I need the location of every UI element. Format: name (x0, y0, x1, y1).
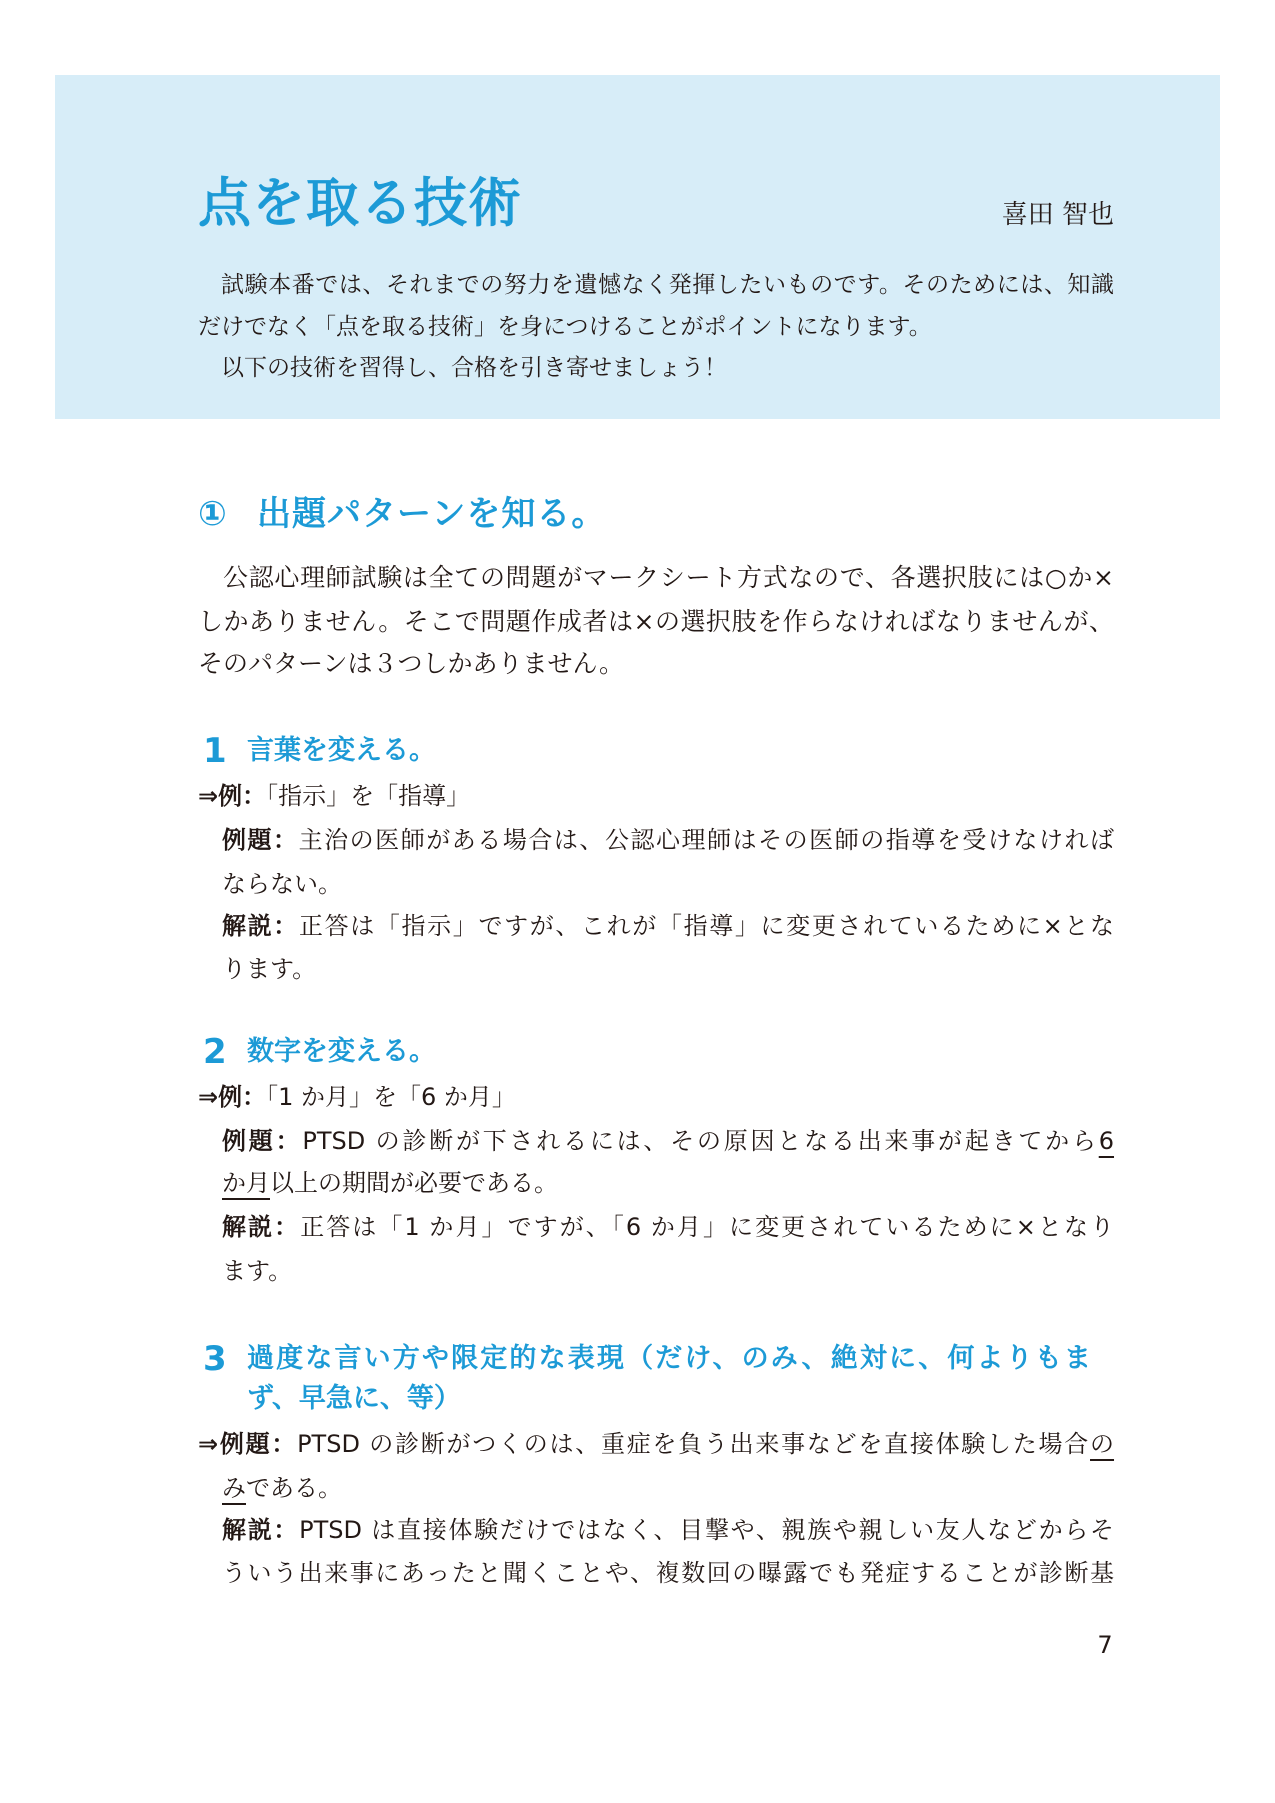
example-label: ⇒例： (198, 782, 267, 810)
pattern-title-line: ず、早急に、等） (247, 1383, 461, 1414)
section-paragraph-line: そのパターンは３つしかありません。 (198, 649, 625, 678)
question-text: 以上の期間が必要である。 (270, 1169, 558, 1197)
intro-line: 試験本番では、それまでの努力を遺憾なく発揮したいものです。そのためには、知識 (221, 272, 1114, 298)
intro-line: 以下の技術を習得し、合格を引き寄せましょう！ (221, 355, 727, 381)
question-line (222, 1121, 1114, 1161)
question-line (222, 1468, 1114, 1508)
pattern-number: 3 (203, 1339, 227, 1379)
underlined-text: 6 (1098, 1127, 1115, 1155)
underlined-text: の (1090, 1430, 1115, 1458)
question-text: 主治の医師がある場合は、公認心理師はその医師の指導を受けなければ (298, 826, 1115, 854)
question-line (198, 1424, 1114, 1464)
underlined-text: み (222, 1474, 246, 1502)
explanation-text: PTSD は直接体験だけではなく、目撃や、親族や親しい友人などからそ (299, 1516, 1115, 1544)
page-title: 点を取る技術 (198, 173, 522, 234)
intro-line: だけでなく「点を取る技術」を身につけることがポイントになります。 (198, 314, 932, 340)
explanation-line: ういう出来事にあったと聞くことや、複数回の曝露でも発症することが診断基 (222, 1559, 1114, 1587)
pattern-title-line: 言葉を変える。 (247, 735, 436, 766)
pattern-number: 1 (203, 731, 227, 771)
section-heading (198, 490, 606, 538)
explanation-line (222, 1510, 1114, 1550)
example-line (198, 1077, 1114, 1117)
pattern-title-line: 過度な言い方や限定的な表現（だけ、のみ、絶対に、何よりもま (247, 1343, 1091, 1374)
question-text: である。 (246, 1474, 342, 1502)
section-heading-text: 出題パターンを知る。 (257, 494, 607, 534)
example-text: 「1 か月」を「6 か月」 (266, 1083, 516, 1111)
question-label: 例題： (222, 1127, 303, 1155)
explanation-text: 正答は「指示」ですが、これが「指導」に変更されているために×とな (298, 912, 1115, 940)
explanation-line: ります。 (222, 955, 317, 983)
underlined-text: か月 (222, 1169, 270, 1197)
explanation-label: 解説： (222, 1516, 300, 1544)
example-text: 「指示」を「指導」 (266, 782, 471, 810)
explanation-label: 解説： (222, 1213, 301, 1241)
explanation-line (222, 1207, 1114, 1247)
question-text: PTSD の診断がつくのは、重症を負う出来事などを直接体験した場合 (297, 1430, 1091, 1458)
explanation-line (222, 906, 1114, 946)
pattern-title-line: 数字を変える。 (247, 1036, 436, 1067)
question-label: 例題： (222, 826, 299, 854)
page-number: 7 (1097, 1631, 1113, 1659)
example-line (198, 776, 1114, 816)
question-line: ならない。 (222, 870, 342, 898)
explanation-text: 正答は「1 か月」ですが、「6 か月」に変更されているために×となり (300, 1213, 1115, 1241)
pattern-number: 2 (203, 1032, 227, 1072)
question-label: ⇒例題： (198, 1430, 298, 1458)
example-label: ⇒例： (198, 1083, 267, 1111)
question-line (222, 1163, 1114, 1203)
question-text: PTSD の診断が下されるには、その原因となる出来事が起きてから (302, 1127, 1099, 1155)
section-number: ① (198, 494, 227, 534)
explanation-line: ます。 (222, 1257, 293, 1285)
question-line (222, 820, 1114, 860)
explanation-label: 解説： (222, 912, 299, 940)
author-name: 喜田 智也 (1001, 200, 1114, 230)
section-paragraph-line: 公認心理師試験は全ての問題がマークシート方式なので、各選択肢には○か× (223, 563, 1114, 592)
section-paragraph-line: しかありません。そこで問題作成者は×の選択肢を作らなければなりませんが、 (198, 607, 1114, 636)
